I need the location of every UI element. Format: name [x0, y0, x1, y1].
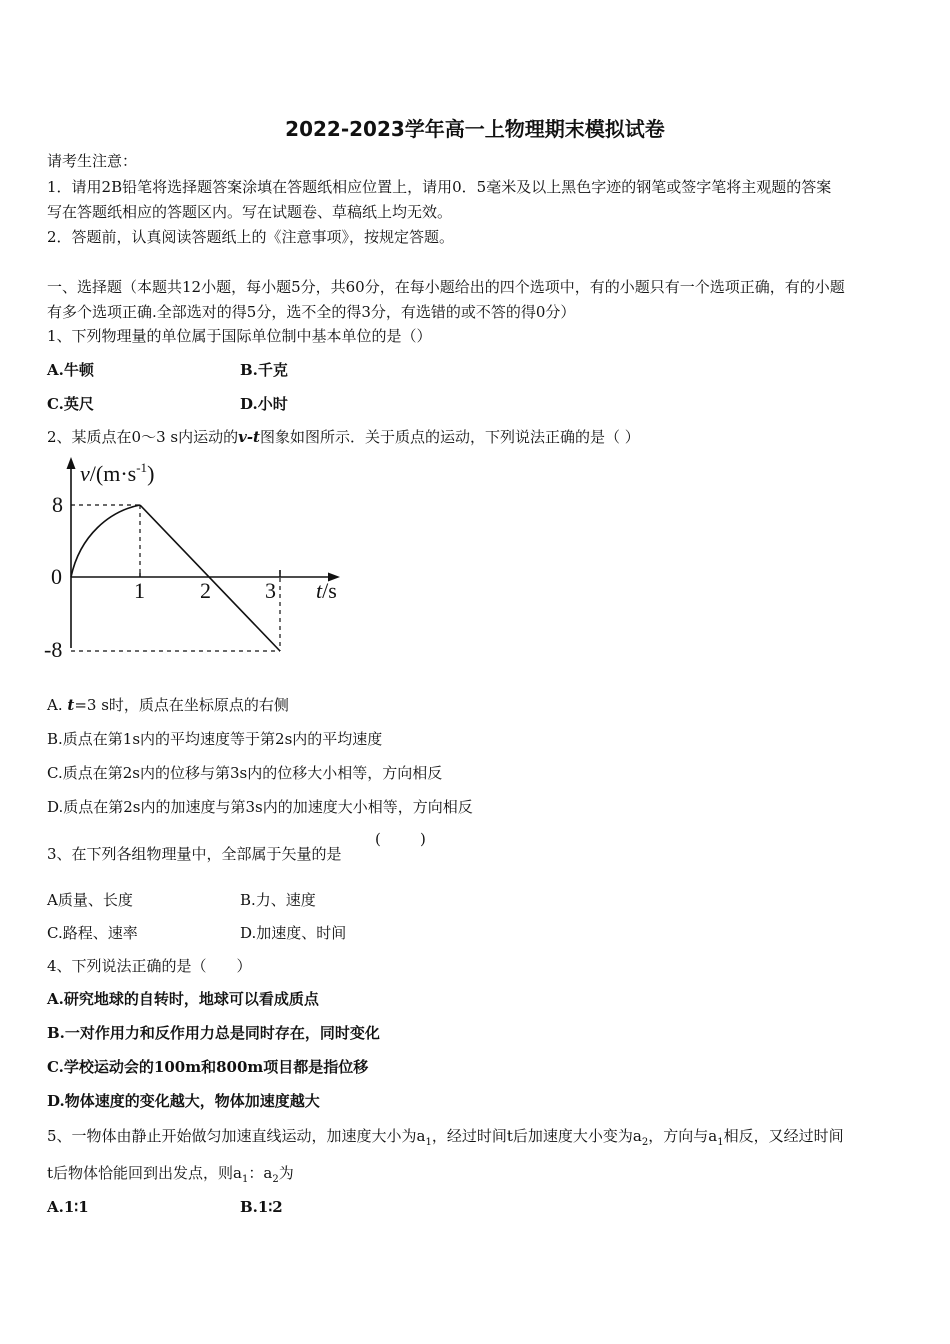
q1-stem: 1、下列物理量的单位属于国际单位制中基本单位的是（） — [47, 327, 432, 345]
q5-option-a: A.1∶1 — [47, 1198, 89, 1216]
q4-stem: 4、下列说法正确的是（ ） — [47, 957, 252, 975]
x-tick-2: 2 — [200, 578, 211, 603]
q4-option-b: B.一对作用力和反作用力总是同时存在，同时变化 — [47, 1024, 380, 1042]
vt-graph — [40, 455, 360, 680]
q1-option-d: D.小时 — [240, 395, 288, 413]
q2-stem-vt: v-t — [238, 428, 260, 446]
q2-option-d: D.质点在第2s内的加速度与第3s内的加速度大小相等，方向相反 — [47, 798, 473, 816]
q5-line2: t后物体恰能回到出发点，则$a_1$：$a_2$为 — [47, 1164, 294, 1185]
q2-option-a: A. t=3 s时，质点在坐标原点的右侧 — [47, 696, 289, 714]
notice-item1-line2: 写在答题纸相应的答题区内。写在试题卷、草稿纸上均无效。 — [47, 203, 453, 221]
q3-paren-open: ( — [375, 830, 381, 848]
y-axis-label: $v/(m\cdot s^{-1})$ — [80, 460, 155, 486]
q2-stem — [47, 428, 640, 446]
q3-option-d: D.加速度、时间 — [240, 924, 347, 942]
notice-item1-line1: 1．请用2B铅笔将选择题答案涂填在答题纸相应位置上，请用0．5毫米及以上黑色字迹的钢笔或签字笔将主观题的答案 — [47, 178, 832, 196]
q3-option-a: A质量、长度 — [47, 891, 133, 909]
q5-line1: 5、一物体由静止开始做匀加速直线运动，加速度大小为$a_1$，经过时间t后加速度大小变为$a_2$，方向与$a_1$相反，又经过时间 — [47, 1127, 844, 1148]
q4-option-d: D.物体速度的变化越大，物体加速度越大 — [47, 1092, 320, 1110]
section1-line2: 有多个选项正确.全部选对的得5分，选不全的得3分，有选错的或不答的得0分） — [47, 303, 576, 321]
q2-stem-pre: 2、某质点在0～3 s内运动的 — [47, 428, 239, 446]
q2-option-c: C.质点在第2s内的位移与第3s内的位移大小相等，方向相反 — [47, 764, 443, 782]
q3-stem: 3、在下列各组物理量中，全部属于矢量的是 — [47, 845, 342, 863]
y-axis-arrow — [67, 457, 76, 469]
q5-option-b: B.1∶2 — [240, 1198, 283, 1216]
q1-option-a: A.牛顿 — [47, 361, 94, 379]
x-axis-label: t/s — [316, 578, 337, 603]
y-tick-8: 8 — [52, 492, 63, 517]
q4-option-a: A.研究地球的自转时，地球可以看成质点 — [47, 990, 319, 1008]
q3-paren-close: ) — [420, 830, 426, 848]
q4-option-c: C.学校运动会的100m和800m项目都是指位移 — [47, 1058, 369, 1076]
y-tick-0: 0 — [51, 564, 62, 589]
y-tick-neg8: -8 — [44, 637, 63, 662]
notice-heading: 请考生注意： — [47, 152, 138, 170]
q3-option-c: C.路程、速率 — [47, 924, 138, 942]
q1-option-b: B.千克 — [240, 361, 288, 379]
x-tick-3: 3 — [265, 578, 276, 603]
curve-segment — [71, 505, 140, 577]
q2-stem-post: 图象如图所示．关于质点的运动，下列说法正确的是（ ） — [259, 428, 640, 446]
q1-option-c: C.英尺 — [47, 395, 94, 413]
notice-item2: 2．答题前，认真阅读答题纸上的《注意事项》，按规定答题。 — [47, 228, 455, 246]
paper-title: 2022-2023学年高一上物理期末模拟试卷 — [285, 117, 665, 141]
q2-option-b: B.质点在第1s内的平均速度等于第2s内的平均速度 — [47, 730, 383, 748]
x-tick-1: 1 — [134, 578, 145, 603]
section1-line1: 一、选择题（本题共12小题，每小题5分，共60分，在每小题给出的四个选项中，有的小题只有一个选项正确，有的小题 — [47, 278, 845, 296]
q3-option-b: B.力、速度 — [240, 891, 316, 909]
